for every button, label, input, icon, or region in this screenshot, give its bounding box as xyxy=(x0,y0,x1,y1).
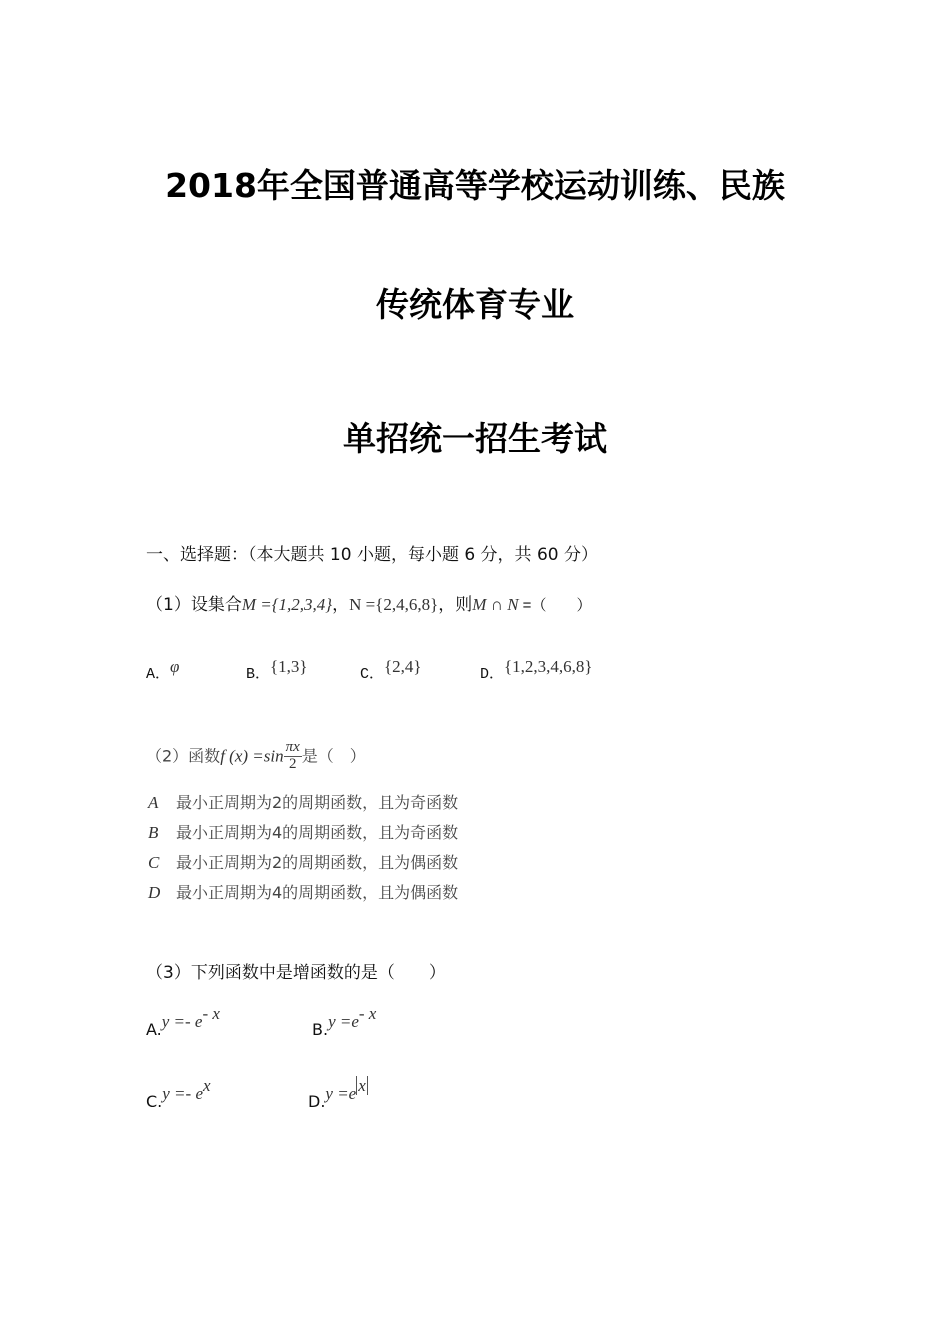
q1-sep: ， xyxy=(332,595,350,615)
q2-fraction: $\frac{\pi x}{2}$ xyxy=(285,739,300,772)
q2-option-d: D 最小正周期为4的周期函数，且为偶函数 xyxy=(148,883,459,902)
q1-then: ，则 xyxy=(438,595,473,615)
exam-title-line-1: 2018年全国普通高等学校运动训练、民族 xyxy=(165,166,785,205)
question-3-stem: （3）下列函数中是增函数的是（ ） xyxy=(146,963,446,983)
exam-title-line-3: 单招统一招生考试 xyxy=(343,419,607,458)
q1-set-m: M ={1,2,3,4} xyxy=(241,595,333,614)
q2-prefix: （2）函数 xyxy=(146,746,221,766)
q1-eq: =（ ） xyxy=(522,598,592,615)
section-heading: 一、选择题：（本大题共 10 小题，每小题 6 分，共 60 分） xyxy=(146,545,599,565)
exam-title-line-2: 传统体育专业 xyxy=(376,285,574,324)
q3-option-c: $C.y =- e^x$ xyxy=(146,1076,211,1111)
q2-func: f (x) =sin xyxy=(220,746,284,766)
q2-option-b: B 最小正周期为4的周期函数，且为奇函数 xyxy=(148,823,459,842)
q1-option-d: D．{1,2,3,4,6,8} xyxy=(480,657,593,683)
q1-set-n: N ={2,4,6,8} xyxy=(349,595,439,614)
q3-option-d: D.y =e $^x$ xyxy=(308,1076,366,1111)
q1-option-a: A．φ xyxy=(146,657,180,683)
q1-option-c: C．{2,4} xyxy=(360,657,422,683)
q1-prefix: （1）设集合 xyxy=(146,595,242,615)
question-1-stem xyxy=(146,590,592,615)
q3-option-a: $A.y =- e^{- x}$ xyxy=(146,1004,220,1039)
question-2-stem xyxy=(146,740,366,773)
q2-suffix: 是（ ） xyxy=(301,746,366,766)
q1-expr: M ∩ N xyxy=(472,595,519,614)
q3-option-b: $B.y =e^{- x}$ xyxy=(312,1004,377,1039)
q1-option-b: B．{1,3} xyxy=(246,657,308,683)
q2-option-a: A 最小正周期为2的周期函数，且为奇函数 xyxy=(148,793,459,812)
q2-option-c: C 最小正周期为2的周期函数，且为偶函数 xyxy=(148,853,459,872)
